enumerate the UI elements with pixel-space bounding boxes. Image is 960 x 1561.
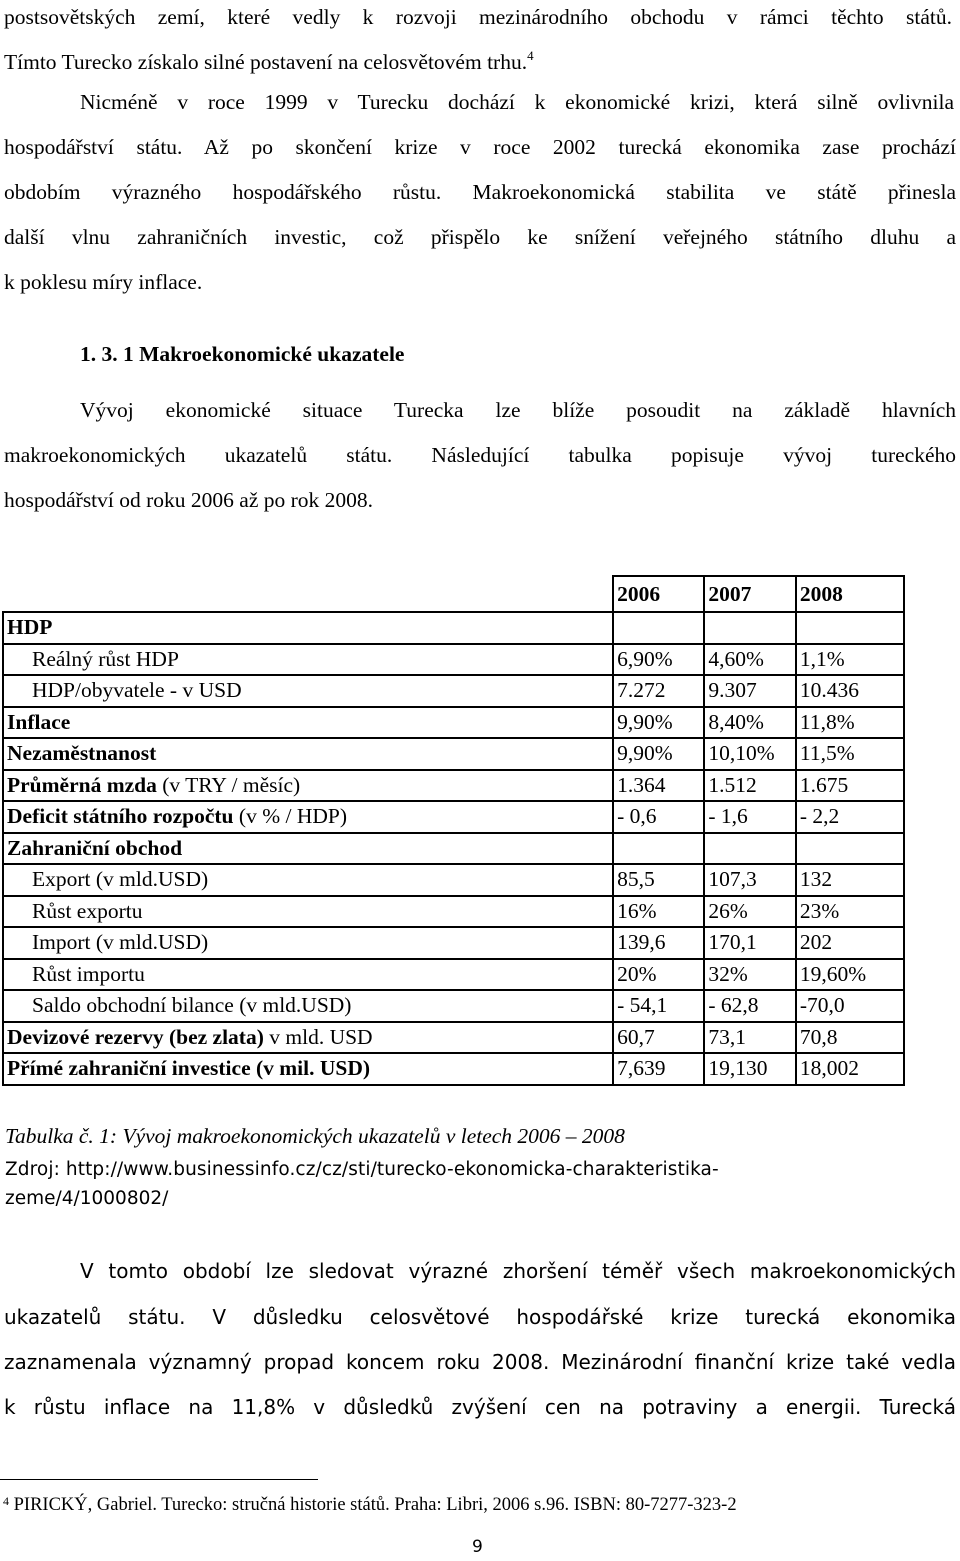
- para2-line3: obdobím výrazného hospodářského růstu. Makroekonomická stabilita ve státě přinesla: [4, 180, 956, 204]
- footnote-reference[interactable]: 4: [527, 48, 534, 63]
- cell-2008: 19,60%: [796, 959, 904, 991]
- row-label: Saldo obchodní bilance (v mld.USD): [3, 990, 613, 1022]
- cell-2006: 1.364: [613, 770, 704, 802]
- year-header: 2006: [613, 576, 704, 612]
- cell-2007: 8,40%: [704, 707, 796, 739]
- page-number: 9: [472, 1537, 483, 1557]
- table-row: [3, 801, 904, 833]
- cell-2006: 85,5: [613, 864, 704, 896]
- cell-2006: 6,90%: [613, 644, 704, 676]
- table-row: [3, 707, 904, 739]
- table-row: [3, 770, 904, 802]
- row-label: Přímé zahraniční investice (v mil. USD): [3, 1053, 613, 1085]
- cell-2006: 20%: [613, 959, 704, 991]
- para3-line2: makroekonomických ukazatelů státu. Následující tabulka popisuje vývoj tureckého: [4, 443, 956, 467]
- row-label: HDP/obyvatele - v USD: [3, 675, 613, 707]
- cell-2008: 23%: [796, 896, 904, 928]
- cell-2008: 11,5%: [796, 738, 904, 770]
- para2-line4: další vlnu zahraničních investic, což přispělo ke snížení veřejného státního dluhu a: [4, 225, 956, 249]
- cell-2007: 10,10%: [704, 738, 796, 770]
- row-label-bold: Devizové rezervy (bez zlata): [7, 1024, 264, 1049]
- table-row: [3, 738, 904, 770]
- cell-2007: 4,60%: [704, 644, 796, 676]
- table-row: [3, 896, 904, 928]
- cell-2008: 1.675: [796, 770, 904, 802]
- row-label-bold: Deficit státního rozpočtu: [7, 804, 234, 829]
- cell-2006: 7,639: [613, 1053, 704, 1085]
- row-label: [3, 770, 613, 802]
- cell-2008: [796, 612, 904, 644]
- table-row: [3, 864, 904, 896]
- cell-2006: 16%: [613, 896, 704, 928]
- table-row: [3, 1022, 904, 1054]
- para3-line1: Vývoj ekonomické situace Turecka lze blíže posoudit na základě hlavních: [80, 398, 956, 422]
- cell-2008: 11,8%: [796, 707, 904, 739]
- footnote-text: PIRICKÝ, Gabriel. Turecko: stručná historie států. Praha: Libri, 2006 s.96. ISBN: 80-7277-323-2: [13, 1495, 737, 1515]
- row-label: Import (v mld.USD): [3, 927, 613, 959]
- row-label: Zahraniční obchod: [3, 833, 613, 865]
- table-row: [3, 644, 904, 676]
- cell-2008: 10.436: [796, 675, 904, 707]
- cell-2008: 70,8: [796, 1022, 904, 1054]
- cell-2008: 1,1%: [796, 644, 904, 676]
- footnote-separator: [0, 1479, 318, 1480]
- cell-2007: 9.307: [704, 675, 796, 707]
- cell-2008: [796, 833, 904, 865]
- table-row: [3, 990, 904, 1022]
- para1-line2-text: Tímto Turecko získalo silné postavení na celosvětovém trhu.: [4, 50, 528, 74]
- para4-line1: V tomto období lze sledovat výrazné zhoršení téměř všech makroekonomických: [80, 1259, 956, 1283]
- row-label-unit: (v TRY / měsíc): [156, 772, 301, 797]
- row-label: Růst exportu: [3, 896, 613, 928]
- cell-2006: - 54,1: [613, 990, 704, 1022]
- row-label: HDP: [3, 612, 613, 644]
- cell-2006: 7.272: [613, 675, 704, 707]
- para2-line2: hospodářství státu. Až po skončení krize v roce 2002 turecká ekonomika zase prochází: [4, 135, 956, 159]
- section-heading: 1. 3. 1 Makroekonomické ukazatele: [80, 342, 405, 366]
- para2-line5: k poklesu míry inflace.: [4, 270, 203, 294]
- row-label: Růst importu: [3, 959, 613, 991]
- para1-line1: postsovětských zemí, které vedly k rozvoji mezinárodního obchodu v rámci těchto států.: [4, 5, 952, 29]
- para2-line1: Nicméně v roce 1999 v Turecku dochází k ekonomické krizi, která silně ovlivnila: [80, 90, 954, 114]
- cell-2007: [704, 612, 796, 644]
- row-label: Nezaměstnanost: [3, 738, 613, 770]
- cell-2007: - 62,8: [704, 990, 796, 1022]
- cell-2008: 132: [796, 864, 904, 896]
- cell-2006: 139,6: [613, 927, 704, 959]
- year-header: 2007: [704, 576, 796, 612]
- row-label: [3, 1022, 613, 1054]
- cell-2006: 9,90%: [613, 707, 704, 739]
- table-header-row: [3, 576, 904, 612]
- table-row: [3, 1053, 904, 1085]
- table-row: [3, 833, 904, 865]
- table-caption: Tabulka č. 1: Vývoj makroekonomických ukazatelů v letech 2006 – 2008: [5, 1124, 625, 1148]
- cell-2007: 26%: [704, 896, 796, 928]
- cell-2008: 18,002: [796, 1053, 904, 1085]
- row-label: Inflace: [3, 707, 613, 739]
- row-label: Export (v mld.USD): [3, 864, 613, 896]
- para4-line2: ukazatelů státu. V důsledku celosvětové hospodářské krize turecká ekonomika: [4, 1305, 956, 1329]
- table-row: [3, 959, 904, 991]
- cell-2006: 9,90%: [613, 738, 704, 770]
- table-corner-cell: [3, 576, 613, 612]
- cell-2007: [704, 833, 796, 865]
- macro-indicators-table: [2, 575, 905, 1086]
- cell-2006: 60,7: [613, 1022, 704, 1054]
- cell-2007: 73,1: [704, 1022, 796, 1054]
- cell-2007: 170,1: [704, 927, 796, 959]
- table-row: [3, 675, 904, 707]
- footnote: [3, 1492, 737, 1518]
- source-line-2: zeme/4/1000802/: [5, 1188, 169, 1209]
- para3-line3: hospodářství od roku 2006 až po rok 2008.: [4, 488, 374, 512]
- cell-2006: - 0,6: [613, 801, 704, 833]
- row-label: [3, 801, 613, 833]
- cell-2008: 202: [796, 927, 904, 959]
- row-label-unit: v mld. USD: [263, 1024, 373, 1049]
- row-label-unit: (v % / HDP): [233, 804, 347, 829]
- cell-2007: - 1,6: [704, 801, 796, 833]
- cell-2006: [613, 612, 704, 644]
- footnote-mark: 4: [3, 1494, 9, 1508]
- para4-line3: zaznamenala významný propad koncem roku 2008. Mezinárodní finanční krize také vedla: [4, 1350, 956, 1374]
- table-row: [3, 927, 904, 959]
- cell-2007: 32%: [704, 959, 796, 991]
- cell-2007: 1.512: [704, 770, 796, 802]
- cell-2008: - 2,2: [796, 801, 904, 833]
- source-line-1: Zdroj: http://www.businessinfo.cz/cz/sti/turecko-ekonomicka-charakteristika-: [5, 1159, 719, 1180]
- row-label: Reálný růst HDP: [3, 644, 613, 676]
- para1-line2: [4, 49, 534, 75]
- para4-line4: k růstu inflace na 11,8% v důsledků zvýšení cen na potraviny a energii. Turecká: [4, 1395, 956, 1419]
- row-label-bold: Průměrná mzda: [7, 772, 157, 797]
- cell-2007: 107,3: [704, 864, 796, 896]
- cell-2007: 19,130: [704, 1053, 796, 1085]
- year-header: 2008: [796, 576, 904, 612]
- cell-2008: -70,0: [796, 990, 904, 1022]
- cell-2006: [613, 833, 704, 865]
- table-row: [3, 612, 904, 644]
